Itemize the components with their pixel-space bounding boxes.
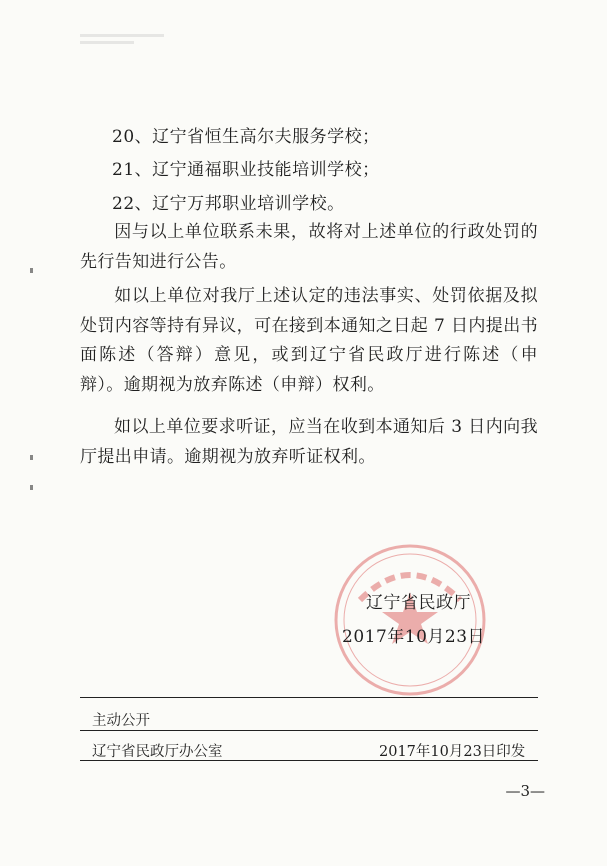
signing-date: 2017年10月23日 <box>342 627 486 647</box>
hearing-paragraph: 如以上单位要求听证，应当在收到本通知后 3 日内向我厅提出申请。逾期视为放弃听证权利。 <box>80 417 538 467</box>
binding-mark <box>30 268 33 273</box>
issuing-office: 辽宁省民政厅办公室 <box>92 744 223 760</box>
notice-paragraph-1: 因与以上单位联系未果，故将对上述单位的行政处罚的先行告知进行公告。 <box>80 222 538 272</box>
list-item-22: 22、辽宁万邦职业培训学校。 <box>112 194 345 214</box>
print-date: 2017年10月23日印发 <box>379 744 526 760</box>
footer-top-rule <box>80 697 538 698</box>
objection-paragraph: 如以上单位对我厅上述认定的违法事实、处罚依据及拟处罚内容等持有异议，可在接到本通知之日起 7 日内提出书面陈述（答辩）意见，或到辽宁省民政厅进行陈述（申辩）。逾期视为放弃陈述（申辩）权利。 <box>80 286 538 395</box>
list-item-20: 20、辽宁省恒生高尔夫服务学校； <box>112 127 380 147</box>
binding-mark <box>30 485 33 490</box>
list-item-21: 21、辽宁通福职业技能培训学校； <box>112 160 380 180</box>
binding-mark <box>30 455 33 460</box>
faded-header-mark <box>80 34 200 48</box>
footer-middle-rule <box>80 730 538 731</box>
official-seal-icon <box>330 540 490 700</box>
page-number: —3— <box>505 782 545 800</box>
footer-bottom-rule <box>80 760 538 761</box>
disclosure-label: 主动公开 <box>92 713 150 729</box>
signing-organization: 辽宁省民政厅 <box>366 593 471 613</box>
